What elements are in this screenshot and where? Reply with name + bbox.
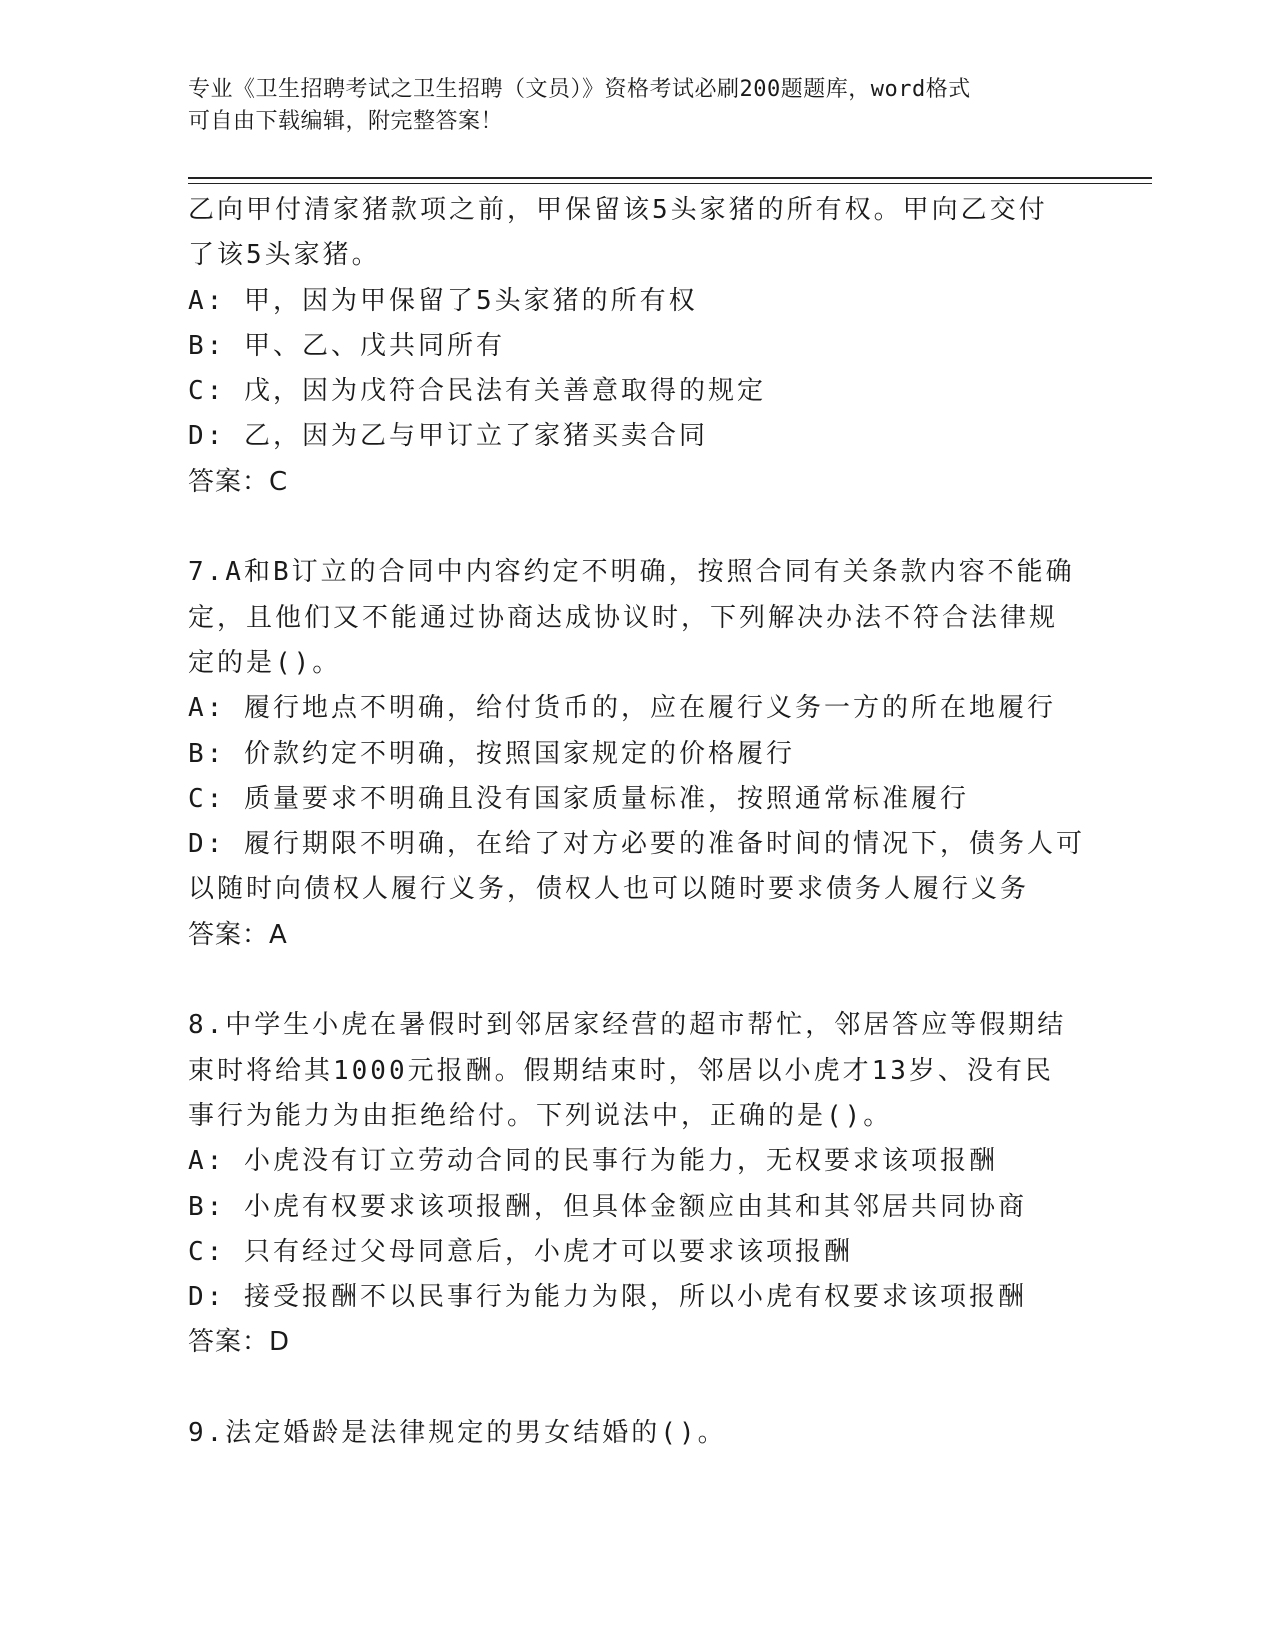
option-a: A: 甲，因为甲保留了5头家猪的所有权: [188, 285, 698, 316]
question-7: [188, 550, 1088, 958]
option-d: D: 乙，因为乙与甲订立了家猪买卖合同: [188, 421, 708, 452]
header-line-2: 可自由下载编辑，附完整答案！: [188, 109, 504, 134]
header-divider-thin: [188, 183, 1152, 184]
option-b: B: 小虎有权要求该项报酬，但具体金额应由其和其邻居共同协商: [188, 1191, 1027, 1222]
option-b: B: 价款约定不明确，按照国家规定的价格履行: [188, 738, 795, 769]
question-stem-line: 了该5头家猪。: [188, 240, 381, 271]
question-8: [188, 1003, 1088, 1365]
option-c: C: 质量要求不明确且没有国家质量标准，按照通常标准履行: [188, 783, 969, 814]
option-d: D: 履行期限不明确，在给了对方必要的准备时间的情况下，债务人可: [188, 829, 1085, 860]
spacer: [188, 958, 1088, 1003]
option-d: D: 接受报酬不以民事行为能力为限，所以小虎有权要求该项报酬: [188, 1282, 1027, 1313]
question-stem-line: 7.A和B订立的合同中内容约定不明确，按照合同有关条款内容不能确: [188, 557, 1075, 588]
question-stem-line: 事行为能力为由拒绝给付。下列说法中，正确的是()。: [188, 1100, 893, 1131]
option-d-continued: 以随时向债权人履行义务，债权人也可以随时要求债务人履行义务: [188, 874, 1030, 905]
page-header: [188, 74, 1088, 138]
option-b: B: 甲、乙、戊共同所有: [188, 330, 505, 361]
spacer: [188, 505, 1088, 550]
option-c: C: 只有经过父母同意后，小虎才可以要求该项报酬: [188, 1236, 853, 1267]
header-line-1: 专业《卫生招聘考试之卫生招聘（文员）》资格考试必刷200题题库，word格式: [188, 77, 971, 102]
option-a: A: 履行地点不明确，给付货币的，应在履行义务一方的所在地履行: [188, 693, 1056, 724]
header-divider-thick: [188, 177, 1152, 179]
spacer: [188, 1366, 1088, 1411]
document-body: [188, 188, 1088, 1456]
question-6: [188, 188, 1088, 505]
question-stem-line: 束时将给其1000元报酬。假期结束时，邻居以小虎才13岁、没有民: [188, 1055, 1054, 1086]
answer-line: 答案：A: [188, 919, 288, 950]
question-stem-line: 定的是()。: [188, 647, 342, 678]
option-a: A: 小虎没有订立劳动合同的民事行为能力，无权要求该项报酬: [188, 1146, 998, 1177]
question-stem-line: 乙向甲付清家猪款项之前，甲保留该5头家猪的所有权。甲向乙交付: [188, 195, 1048, 225]
question-stem-line: 定，且他们又不能通过协商达成协议时，下列解决办法不符合法律规: [188, 602, 1059, 633]
question-stem-line: 8.中学生小虎在暑假时到邻居家经营的超市帮忙，邻居答应等假期结: [188, 1010, 1067, 1041]
question-9: [188, 1411, 1088, 1456]
answer-line: 答案：D: [188, 1327, 291, 1358]
answer-line: 答案：C: [188, 466, 289, 497]
question-stem-line: 9.法定婚龄是法律规定的男女结婚的()。: [188, 1418, 727, 1449]
option-c: C: 戊，因为戊符合民法有关善意取得的规定: [188, 376, 766, 407]
